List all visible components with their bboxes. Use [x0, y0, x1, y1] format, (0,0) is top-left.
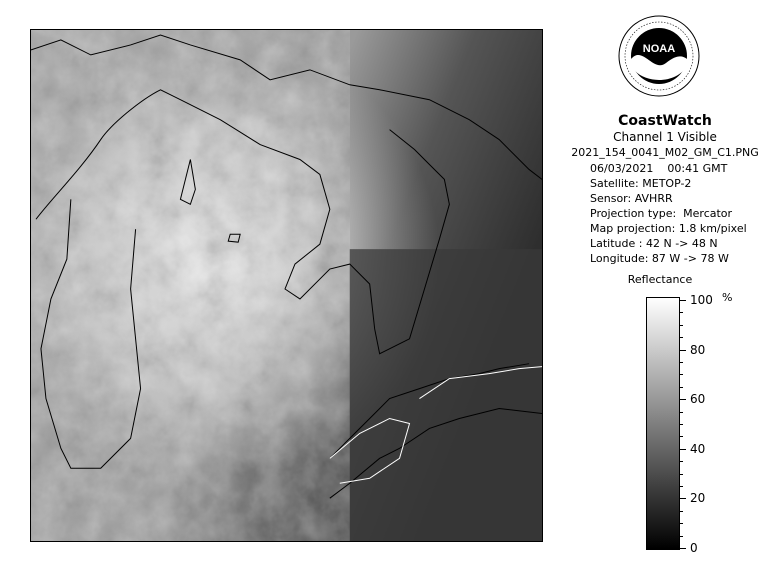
colorbar-minor-tick — [680, 523, 683, 524]
filename-label: 2021_154_0041_M02_GM_C1.PNG — [571, 146, 759, 159]
colorbar-minor-tick — [680, 498, 683, 499]
metadata-satellite: Satellite: METOP-2 — [590, 177, 692, 190]
metadata-latitude: Latitude : 42 N -> 48 N — [590, 237, 718, 250]
channel-label: Channel 1 Visible — [613, 130, 717, 144]
metadata-projection-type: Projection type: Mercator — [590, 207, 733, 220]
metadata-block — [590, 162, 770, 267]
colorbar-minor-tick — [680, 412, 683, 413]
colorbar-minor-tick — [680, 511, 683, 512]
colorbar-minor-tick — [680, 536, 683, 537]
colorbar-tick-label: 60 — [690, 392, 706, 407]
svg-text:NOAA: NOAA — [642, 43, 676, 55]
colorbar-tick-label: 80 — [690, 342, 706, 357]
metadata-map-projection: Map projection: 1.8 km/pixel — [590, 222, 747, 235]
colorbar-minor-tick — [680, 325, 683, 326]
satellite-map[interactable] — [30, 29, 543, 542]
colorbar-minor-tick — [680, 387, 683, 388]
metadata-datetime: 06/03/2021 00:41 GMT — [590, 162, 728, 175]
colorbar-minor-tick — [680, 486, 683, 487]
colorbar-minor-tick — [680, 399, 683, 400]
colorbar-minor-tick — [680, 424, 683, 425]
metadata-sensor: Sensor: AVHRR — [590, 192, 673, 205]
metadata-longitude: Longitude: 87 W -> 78 W — [590, 252, 729, 265]
colorbar-minor-tick — [680, 362, 683, 363]
colorbar-minor-tick — [680, 474, 683, 475]
colorbar-tick-label: 40 — [690, 441, 706, 456]
colorbar-minor-tick — [680, 449, 683, 450]
colorbar-minor-tick — [680, 374, 683, 375]
cloud-texture — [31, 30, 350, 541]
colorbar-minor-tick — [680, 337, 683, 338]
colorbar-minor-tick — [680, 436, 683, 437]
colorbar-minor-tick — [680, 350, 683, 351]
noaa-logo — [618, 15, 700, 97]
colorbar-minor-tick — [680, 461, 683, 462]
colorbar-minor-tick — [680, 312, 683, 313]
colorbar-unit: % — [722, 291, 733, 304]
colorbar-minor-tick — [680, 300, 683, 301]
app-title: CoastWatch — [618, 113, 712, 129]
colorbar-minor-tick — [680, 548, 683, 549]
colorbar-tick-label: 0 — [690, 541, 698, 555]
satellite-image — [31, 30, 542, 541]
colorbar-title: Reflectance — [627, 273, 693, 286]
reflectance-colorbar — [646, 297, 680, 550]
colorbar-tick-label: 20 — [690, 491, 706, 506]
colorbar-tick-label: 100 — [690, 293, 713, 307]
dark-region — [350, 249, 542, 541]
